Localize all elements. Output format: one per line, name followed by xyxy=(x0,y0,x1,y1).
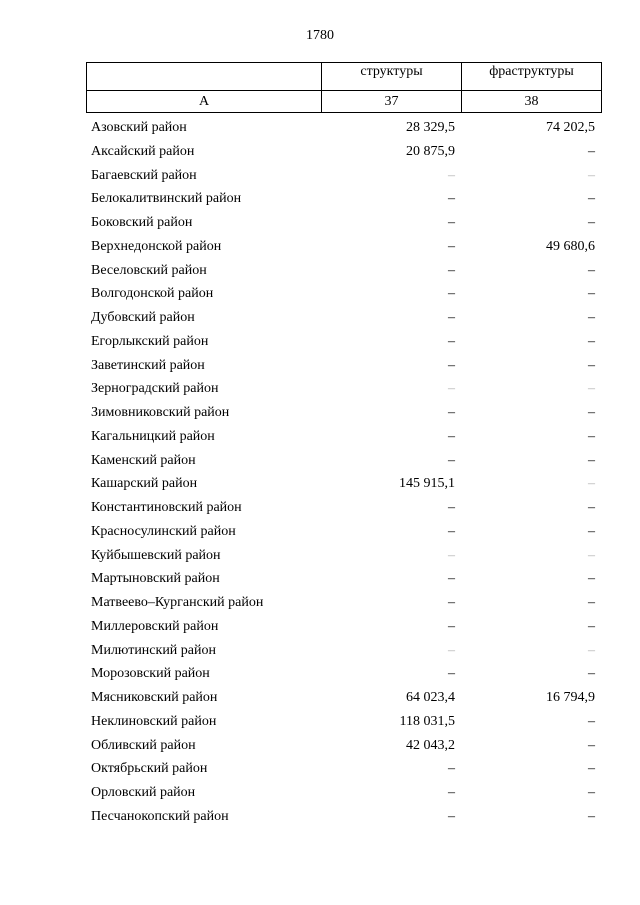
value-col-38: – xyxy=(588,476,595,492)
header-col-37-title: структуры xyxy=(322,63,462,91)
value-col-38: – xyxy=(588,737,595,753)
value-col-38: – xyxy=(588,262,595,278)
page-number: 1780 xyxy=(306,28,334,43)
district-name: Октябрьский район xyxy=(91,761,208,777)
value-col-37: – xyxy=(448,333,455,349)
table-row xyxy=(0,166,640,190)
value-col-37: 64 023,4 xyxy=(406,690,455,705)
district-name: Орловский район xyxy=(91,785,196,800)
value-col-38: – xyxy=(588,618,595,634)
header-col-37-index: 37 xyxy=(322,91,462,113)
district-name: Заветинский район xyxy=(91,357,205,373)
value-col-38: – xyxy=(588,761,595,777)
district-name: Егорлыкский район xyxy=(91,333,209,349)
value-col-37: 145 915,1 xyxy=(399,476,455,492)
value-col-38: 74 202,5 xyxy=(546,120,595,135)
value-col-37: – xyxy=(448,286,455,302)
district-name: Обливский район xyxy=(91,737,196,753)
value-col-38: – xyxy=(588,215,595,230)
value-col-38: – xyxy=(588,191,595,207)
value-col-37: 42 043,2 xyxy=(406,737,455,753)
district-name: Куйбышевский район xyxy=(91,547,221,563)
table-body xyxy=(0,118,640,831)
value-col-38: – xyxy=(588,428,595,444)
district-name: Красносулинский район xyxy=(91,523,236,539)
value-col-38: – xyxy=(588,310,595,325)
value-col-38: – xyxy=(588,666,595,682)
district-name: Багаевский район xyxy=(91,167,197,183)
district-name: Боковский район xyxy=(91,215,193,230)
value-col-38: – xyxy=(588,571,595,587)
value-col-37: – xyxy=(448,191,455,207)
value-col-37: – xyxy=(448,381,455,397)
table-row xyxy=(0,427,640,451)
value-col-37: – xyxy=(448,571,455,587)
table-row xyxy=(0,569,640,593)
value-col-37: – xyxy=(448,215,455,230)
table-header xyxy=(86,62,602,113)
district-name: Милютинский район xyxy=(91,642,217,658)
value-col-37: 20 875,9 xyxy=(406,143,455,159)
district-name: Кашарский район xyxy=(91,476,198,492)
district-name: Неклиновский район xyxy=(91,713,217,729)
value-col-37: – xyxy=(448,761,455,777)
table-row xyxy=(0,522,640,546)
value-col-38: – xyxy=(588,405,595,420)
table-row xyxy=(0,807,640,831)
table-row xyxy=(0,451,640,475)
table-row xyxy=(0,237,640,261)
value-col-38: – xyxy=(588,713,595,729)
district-name: Зимовниковский район xyxy=(91,405,230,420)
value-col-37: – xyxy=(448,238,455,254)
value-col-38: – xyxy=(588,143,595,159)
value-col-37: – xyxy=(448,357,455,373)
value-col-37: – xyxy=(448,785,455,800)
district-name: Песчанокопский район xyxy=(91,808,229,824)
value-col-38: – xyxy=(588,381,595,397)
value-col-37: – xyxy=(448,666,455,682)
table-row xyxy=(0,736,640,760)
value-col-38: – xyxy=(588,595,595,610)
district-name: Мясниковский район xyxy=(91,690,218,705)
value-col-37: 118 031,5 xyxy=(399,713,455,729)
table-row xyxy=(0,118,640,142)
table-row xyxy=(0,284,640,308)
value-col-38: 16 794,9 xyxy=(546,690,595,705)
table-row xyxy=(0,379,640,403)
table-row xyxy=(0,712,640,736)
district-name: Мартыновский район xyxy=(91,571,220,587)
table-row xyxy=(0,474,640,498)
district-name: Белокалитвинский район xyxy=(91,191,242,207)
table-row xyxy=(0,213,640,237)
table-row xyxy=(0,308,640,332)
table-row xyxy=(0,142,640,166)
table-row xyxy=(0,546,640,570)
value-col-37: – xyxy=(448,310,455,325)
header-col-a-title xyxy=(87,63,322,91)
district-name: Дубовский район xyxy=(91,310,195,325)
value-col-38: – xyxy=(588,286,595,302)
district-name: Константиновский район xyxy=(91,500,242,515)
value-col-37: – xyxy=(448,500,455,515)
table-row xyxy=(0,617,640,641)
district-name: Верхнедонской район xyxy=(91,238,222,254)
district-name: Миллеровский район xyxy=(91,618,219,634)
table-row xyxy=(0,664,640,688)
value-col-37: – xyxy=(448,547,455,563)
header-col-38-title: фраструктуры xyxy=(462,63,602,91)
value-col-38: – xyxy=(588,523,595,539)
value-col-37: – xyxy=(448,595,455,610)
value-col-37: – xyxy=(448,405,455,420)
value-col-38: – xyxy=(588,357,595,373)
table-row xyxy=(0,641,640,665)
value-col-37: – xyxy=(448,452,455,468)
value-col-37: – xyxy=(448,808,455,824)
district-name: Азовский район xyxy=(91,120,187,135)
table-row xyxy=(0,688,640,712)
value-col-38: – xyxy=(588,167,595,183)
value-col-38: – xyxy=(588,642,595,658)
district-name: Волгодонской район xyxy=(91,286,214,302)
value-col-38: – xyxy=(588,500,595,515)
value-col-37: – xyxy=(448,262,455,278)
table-row xyxy=(0,403,640,427)
district-name: Кагальницкий район xyxy=(91,428,215,444)
value-col-37: – xyxy=(448,523,455,539)
table-row xyxy=(0,261,640,285)
table-row xyxy=(0,356,640,380)
table-row xyxy=(0,593,640,617)
header-col-38-index: 38 xyxy=(462,91,602,113)
value-col-37: – xyxy=(448,428,455,444)
value-col-38: – xyxy=(588,547,595,563)
value-col-38: – xyxy=(588,333,595,349)
table-row xyxy=(0,783,640,807)
district-name: Каменский район xyxy=(91,452,196,468)
table-row xyxy=(0,189,640,213)
district-name: Зерноградский район xyxy=(91,381,219,397)
district-name: Аксайский район xyxy=(91,143,195,159)
district-name: Матвеево–Курганский район xyxy=(91,595,264,610)
value-col-38: – xyxy=(588,785,595,800)
value-col-37: – xyxy=(448,167,455,183)
value-col-38: 49 680,6 xyxy=(546,238,595,254)
value-col-37: 28 329,5 xyxy=(406,120,455,135)
district-name: Веселовский район xyxy=(91,262,207,278)
value-col-38: – xyxy=(588,808,595,824)
district-name: Морозовский район xyxy=(91,666,210,682)
table-row xyxy=(0,332,640,356)
table-row xyxy=(0,759,640,783)
table-row xyxy=(0,498,640,522)
value-col-37: – xyxy=(448,618,455,634)
value-col-37: – xyxy=(448,642,455,658)
header-col-a-index: А xyxy=(87,91,322,113)
value-col-38: – xyxy=(588,452,595,468)
